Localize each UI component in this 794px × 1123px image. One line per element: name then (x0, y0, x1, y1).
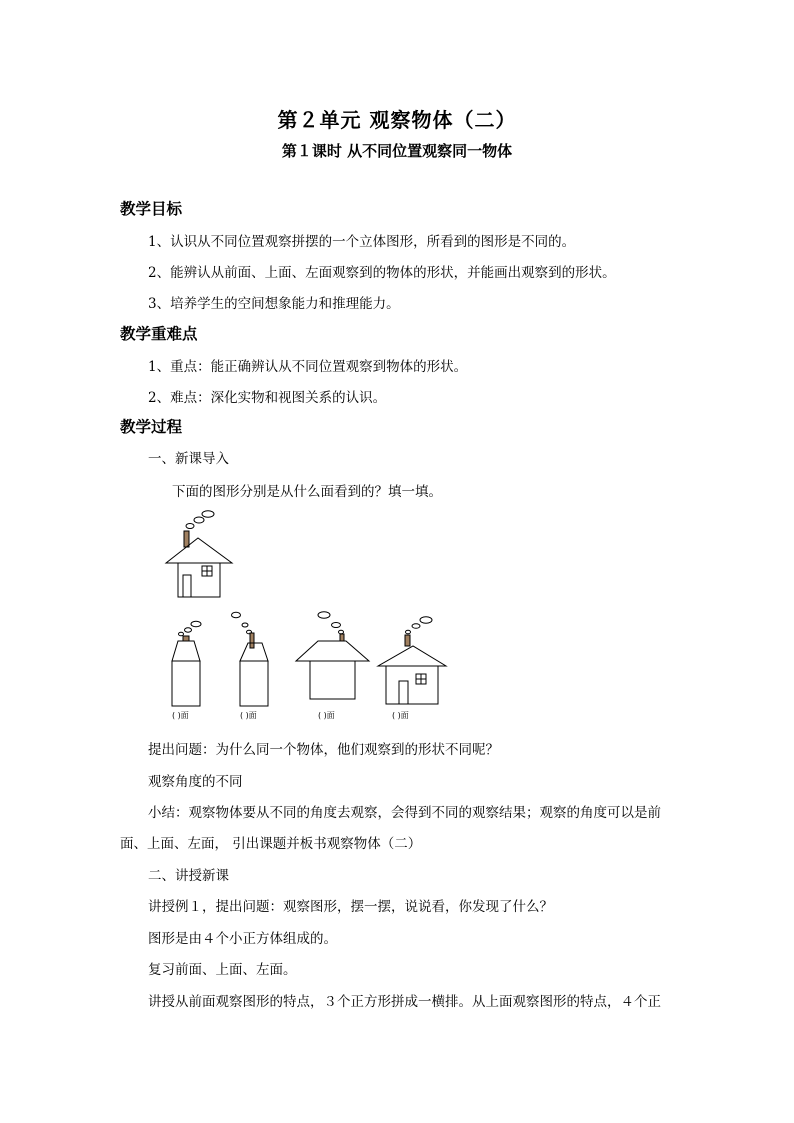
lesson-line-4: 讲授从前面观察图形的特点，３个正方形拼成一横排。从上面观察图形的特点，４个正 (148, 994, 661, 1010)
goal-item: 3、培养学生的空间想象能力和推理能力。 (148, 296, 400, 312)
intro-heading: 一、新课导入 (148, 451, 229, 467)
answer-blank-4: ( )面 (392, 711, 409, 720)
lesson-line-1: 讲授例１，提出问题：观察图形，摆一摆，说说看，你发现了什么？ (148, 899, 553, 915)
goal-item: 2、能辨认从前面、上面、左面观察到的物体的形状，并能画出观察到的形状。 (148, 265, 616, 281)
lesson-line-3: 复习前面、上面、左面。 (148, 962, 297, 978)
house-view-3-illustration (296, 612, 369, 699)
house-view-1-illustration (172, 621, 201, 706)
lesson-heading: 二、讲授新课 (148, 868, 229, 884)
process-heading: 教学过程 (120, 417, 183, 436)
page-subtitle: 第１课时 从不同位置观察同一物体 (281, 142, 513, 160)
question-text: 提出问题：为什么同一个物体，他们观察到的形状不同呢？ (148, 742, 499, 758)
answer-text: 观察角度的不同 (148, 774, 243, 790)
goals-heading: 教学目标 (120, 199, 183, 218)
answer-blank-3: ( )面 (318, 711, 335, 720)
answer-blank-1: ( )面 (172, 711, 189, 720)
house-view-4-illustration (378, 617, 446, 704)
goal-item: 1、认识从不同位置观察拼摆的一个立体图形，所看到的图形是不同的。 (148, 234, 576, 250)
summary-line-1: 小结：观察物体要从不同的角度去观察，会得到不同的观察结果；观察的角度可以是前 (148, 805, 661, 821)
summary-line-2: 面、上面、左面， 引出课题并板书观察物体（二） (120, 836, 422, 852)
answer-blank-2: ( )面 (240, 711, 257, 720)
house-view-2-illustration (232, 612, 269, 706)
keypoint-item: 2、难点：深化实物和视图关系的认识。 (148, 390, 387, 406)
lesson-line-2: 图形是由４个小正方体组成的。 (148, 931, 337, 947)
house-views-figure (150, 508, 460, 723)
house-reference-illustration (166, 511, 232, 597)
intro-prompt: 下面的图形分别是从什么面看到的？填一填。 (172, 484, 442, 500)
keypoints-heading: 教学重难点 (120, 324, 198, 343)
keypoint-item: 1、重点：能正确辨认从不同位置观察到物体的形状。 (148, 359, 468, 375)
page-title: 第２单元 观察物体（二） (277, 108, 517, 132)
